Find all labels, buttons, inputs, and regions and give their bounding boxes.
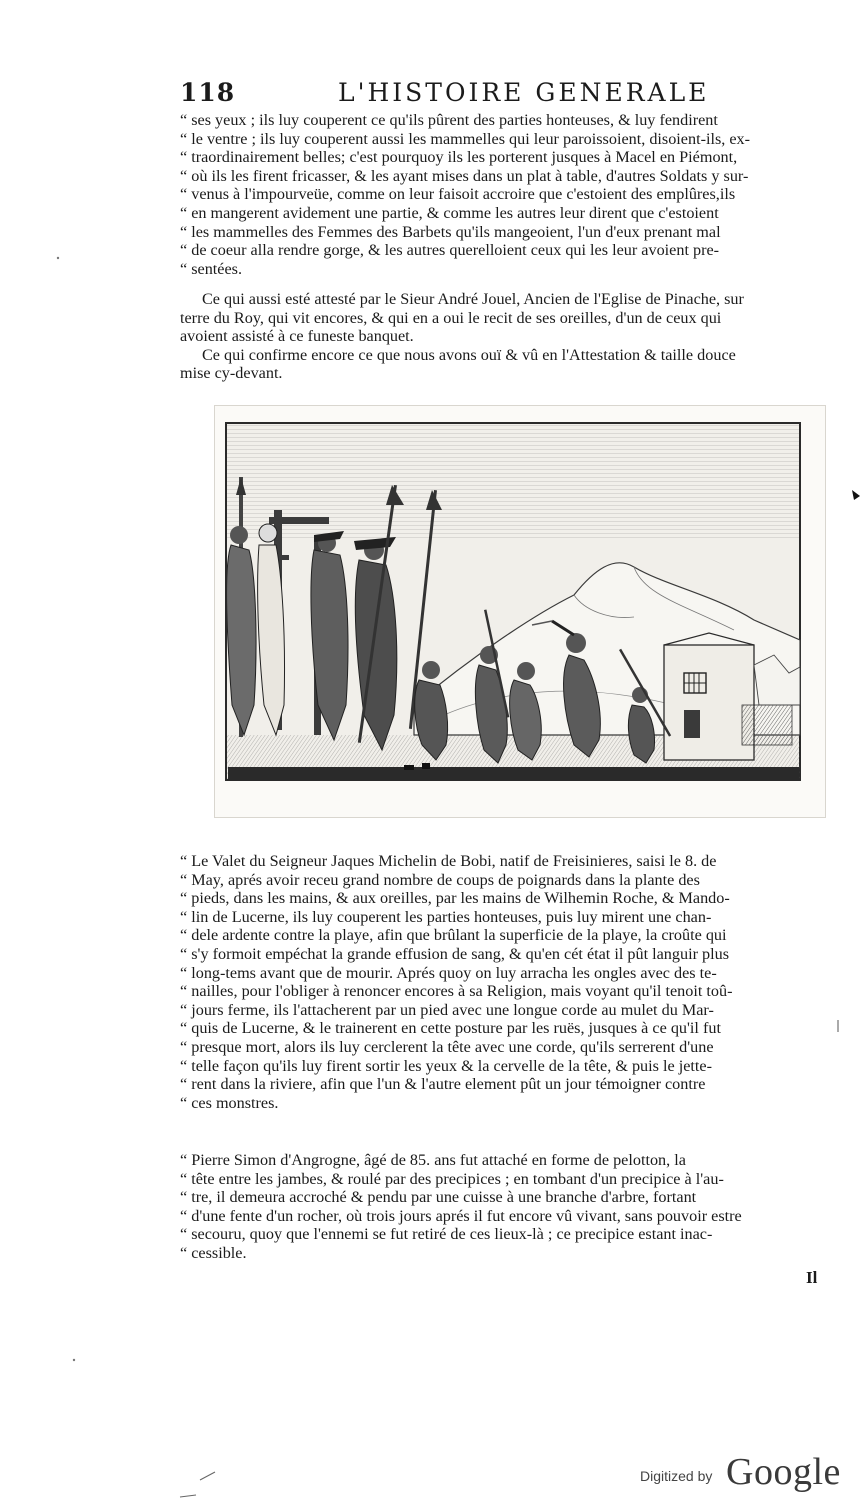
- google-logo: Google: [726, 1451, 841, 1493]
- digitized-by-watermark: [640, 1450, 850, 1494]
- text-line: “ secouru, quoy que l'ennemi se fut retiré de ces lieux-là ; ce precipice estant inac-: [180, 1225, 713, 1244]
- engraving-scene: [214, 405, 826, 818]
- text-line: “ long-tems avant que de mourir. Aprés quoy on luy arracha les ongles avec des te-: [180, 963, 717, 982]
- text-line: “ tête entre les jambes, & roulé par des precipices ; en tombant d'un precipice à l'au-: [180, 1169, 724, 1188]
- text-line: Ce qui aussi esté attesté par le Sieur André Jouel, Ancien de l'Eglise de Pinache, sur: [202, 290, 744, 308]
- text-line: Ce qui confirme encore ce que nous avons ouï & vû en l'Attestation & taille douce: [202, 345, 736, 364]
- text-line: “ quis de Lucerne, & le trainerent en cette posture par les ruës, jusques à ce qu'il fut: [180, 1019, 721, 1038]
- paragraph-quoted-continuation: [180, 111, 825, 278]
- text-line: “ presque mort, alors ils luy cerclerent la tête avec une corde, qu'ils serrerent d'une: [180, 1037, 714, 1056]
- paragraph-pierre-simon: [180, 1151, 825, 1263]
- text-line: “ les mammelles des Femmes des Barbets qu'ils mangeoient, l'un d'eux prenant mal: [180, 222, 721, 241]
- text-line: “ en mangerent avidement une partie, & comme les autres leur dirent que c'estoient: [180, 203, 719, 222]
- text-line: “ le ventre ; ils luy couperent aussi les mammelles qui leur paroissoient, disoient-ils, ex-: [180, 129, 751, 148]
- text-line: “ lin de Lucerne, ils luy couperent les parties honteuses, puis luy mirent une chan-: [180, 907, 712, 926]
- text-line: “ ces monstres.: [180, 1093, 279, 1112]
- text-line: “ tre, il demeura accroché & pendu par une cuisse à une branche d'arbre, fortant: [180, 1188, 697, 1207]
- watermark-prefix: Digitized by: [640, 1468, 713, 1484]
- text-line: terre du Roy, qui vit encores, & qui en a oui le recit de ses oreilles, d'un de ceux qui: [180, 308, 722, 327]
- text-line: “ dele ardente contre la playe, afin que brûlant la superficie de la playe, la croûte qui: [180, 926, 727, 945]
- text-line: “ nailles, pour l'obliger à renoncer encores à sa Religion, mais voyant qu'il tenoit toû-: [180, 982, 733, 1001]
- paragraph-attestation: [180, 290, 825, 383]
- text-line: “ Pierre Simon d'Angrogne, âgé de 85. ans fut attaché en forme de pelotton, la: [180, 1151, 686, 1169]
- text-line: “ de coeur alla rendre gorge, & les autres querelloient ceux qui les leur avoient pre-: [180, 241, 720, 260]
- catchword: Il: [806, 1268, 818, 1287]
- text-line: “ May, aprés avoir receu grand nombre de coups de poignards dans la plante des: [180, 870, 700, 889]
- page-number: 118: [180, 78, 236, 107]
- page-header: [180, 78, 830, 110]
- engraving-illustration: [214, 405, 826, 818]
- text-line: “ rent dans la riviere, afin que l'un & l'autre element pût un jour témoigner contre: [180, 1075, 706, 1094]
- text-line: “ jours ferme, ils l'attacherent par un pied avec une longue corde au mulet du Mar-: [180, 1000, 714, 1019]
- text-line: “ venus à l'impourveüe, comme on leur faisoit accroire que c'estoient des emplûres,ils: [180, 185, 736, 204]
- text-line: “ traordinairement belles; c'est pourquoy ils les porterent jusques à Macel en Piémont,: [180, 148, 738, 167]
- running-title: L'HISTOIRE GENERALE: [338, 78, 710, 107]
- text-line: avoient assisté à ce funeste banquet.: [180, 327, 414, 346]
- text-line: “ pieds, dans les mains, & aux oreilles, par les mains de Wilhemin Roche, & Mando-: [180, 889, 730, 908]
- text-line: “ telle façon qu'ils luy firent sortir les yeux & la cervelle de la tête, & puis le jette-: [180, 1056, 712, 1075]
- paragraph-valet-michelin: [180, 852, 825, 1112]
- text-line: “ Le Valet du Seigneur Jaques Michelin de Bobi, natif de Freisinieres, saisi le 8. de: [180, 852, 717, 870]
- text-line: “ cessible.: [180, 1243, 247, 1262]
- text-line: “ s'y formoit empéchat la grande effusion de sang, & qu'en cét état il pût languir plus: [180, 944, 730, 963]
- text-line: “ ses yeux ; ils luy couperent ce qu'ils pûrent des parties honteuses, & luy fendirent: [180, 111, 718, 129]
- text-line: mise cy-devant.: [180, 364, 283, 383]
- text-line: “ sentées.: [180, 259, 243, 278]
- text-line: “ où ils les firent fricasser, & les ayant mises dans un plat à table, d'autres Soldats y sur-: [180, 166, 749, 185]
- text-line: “ d'une fente d'un rocher, où trois jours aprés il fut encore vû vivant, sans pouvoir estre: [180, 1206, 742, 1225]
